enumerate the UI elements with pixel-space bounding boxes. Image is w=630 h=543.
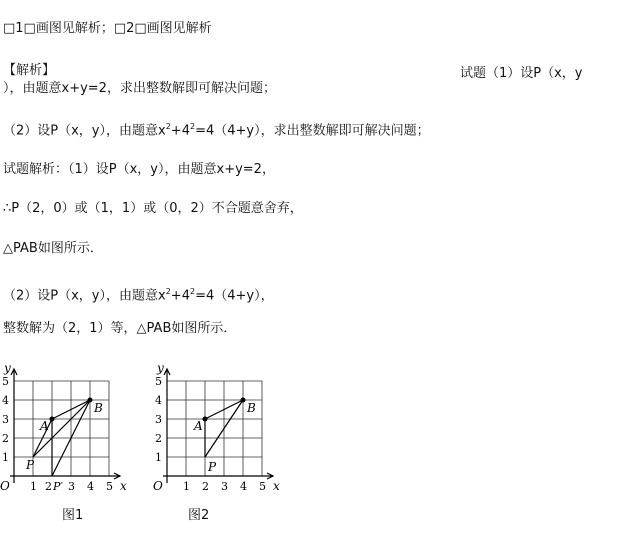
axis-y-label: y — [4, 361, 11, 375]
axis-x-label: x — [120, 479, 127, 493]
point-b — [241, 398, 246, 403]
solution-line4-b: +4 — [170, 288, 190, 304]
x-tick-label: 5 — [106, 480, 113, 493]
analysis-intro-cont: ），由题意x+y=2，求出整数解即可解决问题； — [3, 81, 276, 96]
solution-line4-a: （2）设P（x，y），由题意x — [3, 288, 166, 304]
analysis-part2 — [3, 118, 430, 140]
point-label-b: B — [94, 401, 103, 415]
analysis-part2-b: +4 — [170, 123, 190, 139]
solution-line-1: 试题解析：（1）设P（x，y），由题意x+y=2， — [3, 162, 275, 177]
origin-label: O — [153, 479, 163, 493]
x-tick-label: 2 — [45, 480, 52, 493]
y-tick-label: 5 — [2, 375, 9, 388]
y-tick-label: 1 — [155, 451, 162, 464]
exponent: 2 — [189, 287, 196, 296]
solution-line-5: 整数解为（2，1）等，△PAB如图所示． — [3, 321, 237, 336]
figure-2 — [150, 358, 290, 503]
y-tick-label: 2 — [155, 432, 162, 445]
solution-line-3: △PAB如图所示． — [3, 241, 103, 256]
x-tick-label: 3 — [68, 480, 75, 493]
x-tick-label: 1 — [30, 480, 37, 493]
axes — [163, 369, 273, 483]
exponent: 2 — [189, 122, 196, 131]
y-tick-label: 3 — [2, 413, 9, 426]
point-label-p: P — [26, 458, 35, 472]
y-tick-label: 4 — [155, 394, 162, 407]
y-tick-label: 3 — [155, 413, 162, 426]
y-tick-label: 5 — [155, 375, 162, 388]
x-tick-label: 4 — [240, 480, 247, 493]
axis-x-label: x — [273, 479, 280, 493]
answer-line: □1□画图见解析；□2□画图见解析 — [3, 21, 212, 36]
analysis-part2-c: =4（4+y），求出整数解即可解决问题； — [195, 123, 430, 139]
solution-line-2: ∴P（2，0）或（1，1）或（0，2）不合题意舍弃， — [3, 201, 303, 216]
y-tick-label: 1 — [2, 451, 9, 464]
analysis-heading: 【解析】 — [3, 63, 56, 78]
exponent: 2 — [165, 122, 171, 131]
y-tick-label: 2 — [2, 432, 9, 445]
origin-label: O — [0, 479, 10, 493]
point-label-p-prime: P′ — [53, 480, 63, 493]
point-a — [203, 417, 208, 422]
x-tick-label: 3 — [221, 480, 228, 493]
figure-1 — [0, 358, 140, 503]
x-tick-label: 2 — [202, 480, 209, 493]
axis-y-label: y — [157, 361, 164, 375]
analysis-intro-right: 试题（1）设P（x，y — [460, 66, 583, 81]
point-label-a: A — [40, 419, 49, 433]
solution-line4-c: =4（4+y）， — [195, 288, 274, 304]
solution-line-4 — [3, 283, 274, 305]
exponent: 2 — [165, 287, 171, 296]
x-tick-label: 1 — [183, 480, 190, 493]
analysis-part2-a: （2）设P（x，y），由题意x — [3, 123, 166, 139]
point-label-p: P — [208, 460, 217, 474]
x-tick-label: 4 — [87, 480, 94, 493]
figure-2-caption: 图2 — [188, 508, 210, 523]
x-tick-label: 5 — [259, 480, 266, 493]
point-a — [50, 417, 55, 422]
point-label-b: B — [247, 401, 256, 415]
y-tick-label: 4 — [2, 394, 9, 407]
point-label-a: A — [194, 419, 203, 433]
point-b — [88, 398, 93, 403]
figure-1-caption: 图1 — [62, 508, 84, 523]
